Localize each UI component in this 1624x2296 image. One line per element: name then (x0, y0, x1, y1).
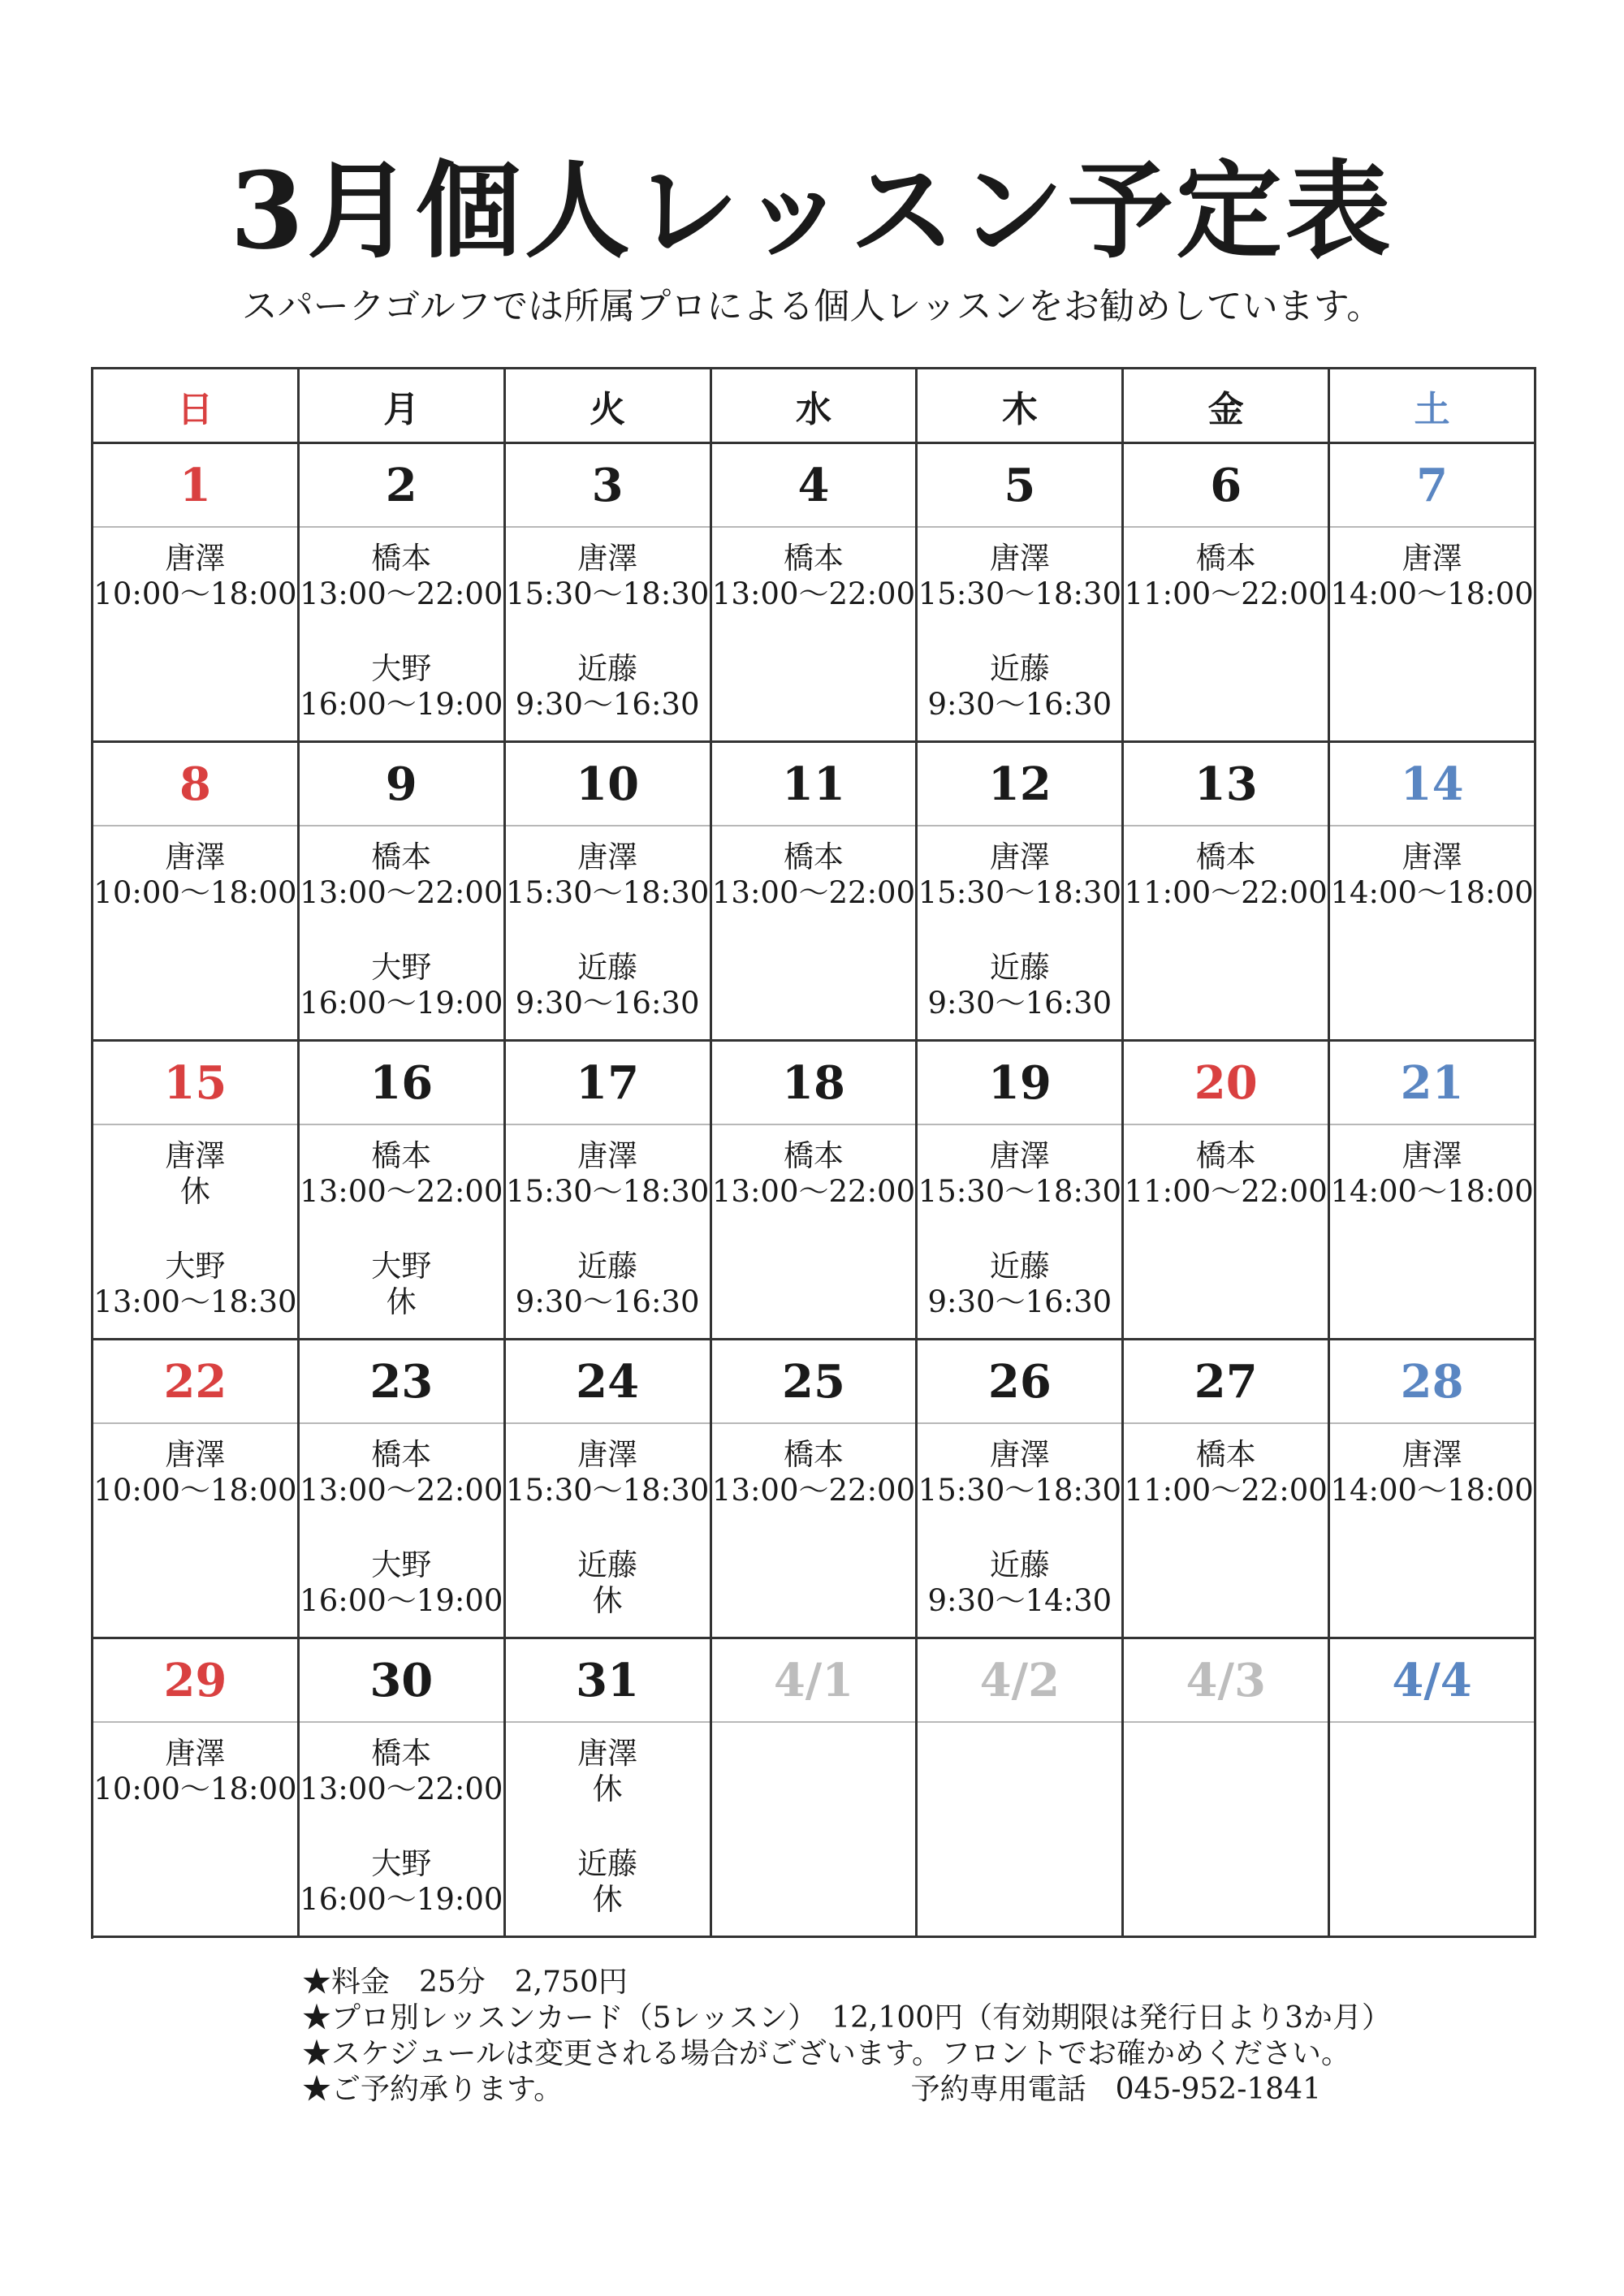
lesson-slots (918, 528, 1121, 723)
day-cell (506, 1340, 712, 1639)
day-number: 23 (300, 1340, 503, 1424)
lesson-time: 9:30～16:30 (927, 986, 1112, 1021)
calendar-week-row (93, 1042, 1536, 1340)
lesson-slot (506, 651, 710, 723)
lesson-time: 15:30～18:30 (506, 576, 710, 611)
weekday-header-cell: 水 (712, 369, 918, 444)
day-number: 4 (712, 444, 916, 528)
lesson-slots (300, 1723, 503, 1918)
instructor-name: 橋本 (371, 1138, 432, 1173)
lesson-slot (93, 1736, 297, 1807)
weekday-header-row (93, 369, 1536, 444)
day-number: 16 (300, 1042, 503, 1125)
lesson-time: 10:00～18:00 (93, 875, 297, 910)
instructor-name: 唐澤 (577, 839, 638, 874)
lesson-slot (300, 1437, 503, 1508)
day-number: 25 (712, 1340, 916, 1424)
instructor-name: 大野 (371, 1547, 432, 1582)
day-number: 19 (918, 1042, 1121, 1125)
lesson-slot (1330, 541, 1534, 612)
lesson-slots (1124, 1424, 1328, 1508)
lesson-slot (712, 839, 916, 911)
day-cell (918, 1639, 1124, 1938)
lesson-slot (93, 1138, 297, 1210)
lesson-slots (93, 1723, 297, 1807)
day-number: 4/3 (1124, 1639, 1328, 1723)
instructor-name: 唐澤 (577, 541, 638, 576)
lesson-slot (93, 1437, 297, 1508)
lesson-time: 16:00～19:00 (300, 1882, 503, 1917)
lesson-time: 9:30～16:30 (927, 1284, 1112, 1319)
lesson-slots (300, 1125, 503, 1320)
lesson-slot (300, 839, 503, 911)
day-number: 29 (93, 1639, 297, 1723)
lesson-slots (918, 1723, 1121, 1736)
instructor-name: 唐澤 (1402, 541, 1462, 576)
notes-section (302, 1965, 1392, 2108)
lesson-slots (300, 528, 503, 723)
lesson-slot (300, 1138, 503, 1210)
instructor-name: 唐澤 (989, 839, 1050, 874)
day-cell (506, 1639, 712, 1938)
lesson-time: 休 (592, 1583, 623, 1618)
instructor-name: 大野 (371, 950, 432, 985)
lesson-time: 15:30～18:30 (918, 576, 1121, 611)
lesson-time: 13:00～22:00 (300, 875, 503, 910)
instructor-name: 唐澤 (577, 1736, 638, 1771)
lesson-time: 9:30～16:30 (515, 687, 700, 722)
lesson-slots (1330, 1125, 1534, 1210)
lesson-slots (918, 1424, 1121, 1619)
lesson-slot (300, 1249, 503, 1320)
instructor-name: 近藤 (989, 950, 1050, 985)
lesson-slot (506, 1846, 710, 1918)
day-number: 6 (1124, 444, 1328, 528)
instructor-name: 大野 (165, 1249, 226, 1284)
lesson-slot (300, 1736, 503, 1807)
day-cell (506, 444, 712, 743)
note-lesson-card: ★プロ別レッスンカード（5レッスン） 12,100円（有効期限は発行日より3か月） (302, 2001, 1392, 2035)
lesson-time: 15:30～18:30 (918, 1473, 1121, 1508)
instructor-name: 近藤 (577, 950, 638, 985)
day-number: 18 (712, 1042, 916, 1125)
instructor-name: 橋本 (1195, 1138, 1256, 1173)
weekday-header-cell: 火 (506, 369, 712, 444)
instructor-name: 橋本 (371, 1437, 432, 1472)
lesson-slots (712, 1723, 916, 1736)
weekday-header-cell: 木 (918, 369, 1124, 444)
lesson-time: 14:00～18:00 (1330, 576, 1534, 611)
lesson-slot (918, 1249, 1121, 1320)
day-cell (300, 444, 506, 743)
day-cell (918, 1340, 1124, 1639)
lesson-slots (506, 1424, 710, 1619)
lesson-time: 9:30～16:30 (515, 1284, 700, 1319)
lesson-slots (1330, 1723, 1534, 1736)
lesson-slots (1124, 528, 1328, 612)
lesson-slots (93, 1424, 297, 1508)
day-cell (1330, 1042, 1536, 1340)
day-number: 30 (300, 1639, 503, 1723)
day-number: 14 (1330, 743, 1534, 826)
day-number: 21 (1330, 1042, 1534, 1125)
lesson-time: 休 (592, 1882, 623, 1917)
instructor-name: 近藤 (989, 651, 1050, 686)
lesson-slot (506, 1138, 710, 1210)
day-cell (1330, 1639, 1536, 1938)
lesson-time: 10:00～18:00 (93, 1772, 297, 1806)
instructor-name: 橋本 (784, 839, 844, 874)
day-number: 31 (506, 1639, 710, 1723)
instructor-name: 唐澤 (577, 1138, 638, 1173)
instructor-name: 唐澤 (1402, 1138, 1462, 1173)
lesson-time: 10:00～18:00 (93, 1473, 297, 1508)
day-number: 4/2 (918, 1639, 1121, 1723)
day-number: 2 (300, 444, 503, 528)
instructor-name: 近藤 (577, 651, 638, 686)
instructor-name: 大野 (371, 651, 432, 686)
instructor-name: 橋本 (1195, 839, 1256, 874)
lesson-time: 休 (179, 1174, 210, 1209)
lesson-slots (1124, 1125, 1328, 1210)
instructor-name: 唐澤 (989, 1437, 1050, 1472)
instructor-name: 橋本 (784, 1138, 844, 1173)
lesson-slots (93, 528, 297, 612)
day-number: 15 (93, 1042, 297, 1125)
instructor-name: 近藤 (989, 1249, 1050, 1284)
instructor-name: 橋本 (1195, 541, 1256, 576)
instructor-name: 唐澤 (989, 1138, 1050, 1173)
day-cell (1124, 444, 1330, 743)
day-cell (93, 444, 300, 743)
instructor-name: 近藤 (577, 1846, 638, 1881)
day-number: 4/1 (712, 1639, 916, 1723)
lesson-time: 13:00～22:00 (711, 576, 916, 611)
lesson-slot (918, 1437, 1121, 1508)
day-cell (712, 444, 918, 743)
instructor-name: 唐澤 (165, 1437, 226, 1472)
day-number: 12 (918, 743, 1121, 826)
note-reservation-row (302, 2072, 1321, 2108)
lesson-slots (506, 826, 710, 1021)
day-number: 27 (1124, 1340, 1328, 1424)
lesson-slot (918, 651, 1121, 723)
day-cell (1124, 743, 1330, 1042)
lesson-time: 15:30～18:30 (506, 875, 710, 910)
day-number: 5 (918, 444, 1121, 528)
lesson-slots (712, 1125, 916, 1210)
instructor-name: 唐澤 (989, 541, 1050, 576)
lesson-slots (506, 1125, 710, 1320)
lesson-time: 14:00～18:00 (1330, 1473, 1534, 1508)
lesson-slot (918, 839, 1121, 911)
lesson-time: 13:00～22:00 (300, 576, 503, 611)
lesson-time: 13:00～22:00 (300, 1174, 503, 1209)
lesson-time: 13:00～22:00 (300, 1772, 503, 1806)
lesson-time: 16:00～19:00 (300, 687, 503, 722)
weekday-header-cell: 日 (93, 369, 300, 444)
lesson-slots (1124, 826, 1328, 911)
lesson-slot (918, 541, 1121, 612)
lesson-slot (712, 1437, 916, 1508)
instructor-name: 唐澤 (1402, 839, 1462, 874)
lesson-slot (506, 950, 710, 1021)
lesson-slots (918, 1125, 1121, 1320)
calendar-week-row (93, 743, 1536, 1042)
lesson-time: 11:00～22:00 (1124, 875, 1328, 910)
lesson-slot (1330, 1138, 1534, 1210)
lesson-time: 休 (386, 1284, 417, 1319)
day-cell (1124, 1042, 1330, 1340)
day-number: 13 (1124, 743, 1328, 826)
lesson-calendar (91, 367, 1536, 1939)
lesson-slot (506, 1547, 710, 1619)
day-number: 1 (93, 444, 297, 528)
weekday-header-cell: 土 (1330, 369, 1536, 444)
lesson-slots (712, 826, 916, 911)
lesson-slot (918, 1138, 1121, 1210)
lesson-slots (1124, 1723, 1328, 1736)
lesson-slots (93, 826, 297, 911)
instructor-name: 近藤 (577, 1547, 638, 1582)
instructor-name: 大野 (371, 1249, 432, 1284)
day-number: 8 (93, 743, 297, 826)
lesson-time: 15:30～18:30 (918, 875, 1121, 910)
lesson-slot (1124, 541, 1328, 612)
lesson-slots (1330, 826, 1534, 911)
lesson-time: 13:00～22:00 (711, 875, 916, 910)
note-schedule: ★スケジュールは変更される場合がございます。フロントでお確かめください。 (302, 2037, 1350, 2070)
day-cell (93, 743, 300, 1042)
lesson-slots (506, 528, 710, 723)
lesson-slot (1330, 1437, 1534, 1508)
day-cell (1124, 1639, 1330, 1938)
instructor-name: 近藤 (989, 1547, 1050, 1582)
lesson-slot (1124, 1138, 1328, 1210)
instructor-name: 唐澤 (165, 839, 226, 874)
day-cell (1124, 1340, 1330, 1639)
lesson-slot (712, 541, 916, 612)
day-cell (93, 1639, 300, 1938)
lesson-slots (712, 528, 916, 612)
day-cell (1330, 444, 1536, 743)
lesson-time: 13:00～22:00 (300, 1473, 503, 1508)
lesson-slot (300, 1846, 503, 1918)
lesson-time: 9:30～16:30 (927, 687, 1112, 722)
instructor-name: 唐澤 (165, 1736, 226, 1771)
weekday-header-cell: 金 (1124, 369, 1330, 444)
lesson-slot (1124, 839, 1328, 911)
lesson-time: 11:00～22:00 (1124, 576, 1328, 611)
instructor-name: 橋本 (371, 839, 432, 874)
lesson-slot (712, 1138, 916, 1210)
lesson-slots (300, 826, 503, 1021)
day-number: 11 (712, 743, 916, 826)
day-number: 22 (93, 1340, 297, 1424)
lesson-time: 16:00～19:00 (300, 1583, 503, 1618)
lesson-time: 9:30～14:30 (927, 1583, 1112, 1618)
day-cell (1330, 1340, 1536, 1639)
lesson-time: 13:00～22:00 (711, 1473, 916, 1508)
lesson-slot (93, 839, 297, 911)
instructor-name: 橋本 (784, 541, 844, 576)
lesson-time: 11:00～22:00 (1124, 1174, 1328, 1209)
lesson-slot (506, 1437, 710, 1508)
lesson-slots (93, 1125, 297, 1320)
day-number: 17 (506, 1042, 710, 1125)
day-number: 24 (506, 1340, 710, 1424)
lesson-time: 15:30～18:30 (506, 1473, 710, 1508)
lesson-time: 10:00～18:00 (93, 576, 297, 611)
lesson-time: 15:30～18:30 (918, 1174, 1121, 1209)
instructor-name: 唐澤 (165, 1138, 226, 1173)
lesson-time: 休 (592, 1772, 623, 1806)
day-cell (506, 743, 712, 1042)
day-cell (93, 1042, 300, 1340)
lesson-slots (300, 1424, 503, 1619)
day-cell (712, 1639, 918, 1938)
instructor-name: 唐澤 (577, 1437, 638, 1472)
note-reservation: ★ご予約承ります。 (302, 2073, 564, 2106)
lesson-slot (93, 1249, 297, 1320)
day-cell (300, 1042, 506, 1340)
lesson-time: 11:00～22:00 (1124, 1473, 1328, 1508)
instructor-name: 橋本 (784, 1437, 844, 1472)
calendar-week-row (93, 1639, 1536, 1938)
lesson-slots (712, 1424, 916, 1508)
lesson-time: 16:00～19:00 (300, 986, 503, 1021)
instructor-name: 橋本 (371, 1736, 432, 1771)
day-number: 3 (506, 444, 710, 528)
lesson-time: 9:30～16:30 (515, 986, 700, 1021)
lesson-time: 15:30～18:30 (506, 1174, 710, 1209)
day-number: 28 (1330, 1340, 1534, 1424)
lesson-time: 14:00～18:00 (1330, 1174, 1534, 1209)
day-cell (712, 743, 918, 1042)
page-title: 3月個人レッスン予定表 (230, 149, 1394, 273)
day-number: 4/4 (1330, 1639, 1534, 1723)
lesson-time: 13:00～22:00 (711, 1174, 916, 1209)
day-cell (93, 1340, 300, 1639)
lesson-slot (1124, 1437, 1328, 1508)
lesson-slot (93, 541, 297, 612)
day-number: 7 (1330, 444, 1534, 528)
lesson-slot (300, 1547, 503, 1619)
lesson-slots (1330, 528, 1534, 612)
lesson-slot (918, 1547, 1121, 1619)
day-cell (918, 743, 1124, 1042)
lesson-slot (300, 541, 503, 612)
lesson-slot (300, 950, 503, 1021)
weekday-header-cell: 月 (300, 369, 506, 444)
day-cell (712, 1340, 918, 1639)
day-number: 10 (506, 743, 710, 826)
calendar-week-row (93, 1340, 1536, 1639)
lesson-time: 14:00～18:00 (1330, 875, 1534, 910)
day-number: 26 (918, 1340, 1121, 1424)
lesson-slots (918, 826, 1121, 1021)
instructor-name: 橋本 (1195, 1437, 1256, 1472)
note-fee: ★料金 25分 2,750円 (302, 1966, 628, 1999)
lesson-slot (506, 1249, 710, 1320)
instructor-name: 近藤 (577, 1249, 638, 1284)
day-cell (712, 1042, 918, 1340)
calendar-week-row (93, 444, 1536, 743)
lesson-slot (506, 541, 710, 612)
page-subtitle: スパークゴルフでは所属プロによる個人レッスンをお勧めしています。 (241, 286, 1383, 327)
lesson-slot (918, 950, 1121, 1021)
lesson-slot (506, 839, 710, 911)
day-cell (300, 743, 506, 1042)
day-cell (918, 1042, 1124, 1340)
lesson-slots (1330, 1424, 1534, 1508)
instructor-name: 唐澤 (1402, 1437, 1462, 1472)
day-cell (918, 444, 1124, 743)
day-cell (506, 1042, 712, 1340)
day-cell (1330, 743, 1536, 1042)
lesson-slot (300, 651, 503, 723)
day-number: 9 (300, 743, 503, 826)
reservation-phone: 予約専用電話 045-952-1841 (910, 2073, 1321, 2106)
day-cell (300, 1340, 506, 1639)
instructor-name: 大野 (371, 1846, 432, 1881)
day-number: 20 (1124, 1042, 1328, 1125)
day-cell (300, 1639, 506, 1938)
lesson-time: 13:00～18:30 (93, 1284, 297, 1319)
instructor-name: 橋本 (371, 541, 432, 576)
lesson-slot (506, 1736, 710, 1807)
lesson-slots (506, 1723, 710, 1918)
lesson-slot (1330, 839, 1534, 911)
instructor-name: 唐澤 (165, 541, 226, 576)
